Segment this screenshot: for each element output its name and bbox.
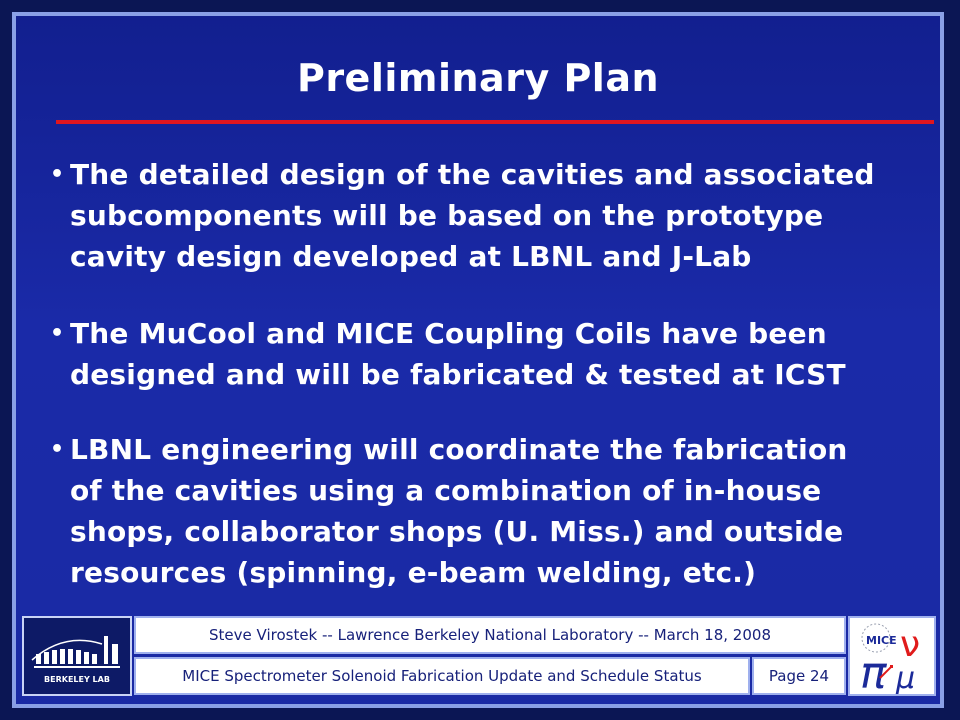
page-number: Page 24 <box>752 657 846 695</box>
bullet-item <box>48 313 948 395</box>
author-info: Steve Virostek -- Lawrence Berkeley National Laboratory -- March 18, 2008 <box>134 616 846 654</box>
svg-text:π: π <box>860 648 887 694</box>
svg-text:ν: ν <box>900 624 921 665</box>
bullet-marker: • <box>50 162 65 187</box>
bullet-marker: • <box>50 321 65 346</box>
title-divider <box>56 120 934 124</box>
berkeley-lab-logo <box>22 616 132 696</box>
bullet-item <box>48 429 948 593</box>
bullet-line: resources (spinning, e-beam welding, etc.) <box>70 556 757 589</box>
talk-title: MICE Spectrometer Solenoid Fabrication Update and Schedule Status <box>134 657 750 695</box>
bullet-line: subcomponents will be based on the prototype <box>70 199 824 232</box>
bullet-line: designed and will be fabricated & tested at ICST <box>70 358 846 391</box>
bullet-list <box>48 154 948 593</box>
bullet-line: cavity design developed at LBNL and J-Lab <box>70 240 752 273</box>
berkeley-lab-logo-icon <box>24 618 130 694</box>
bullet-line: The detailed design of the cavities and associated <box>70 158 875 191</box>
slide-title: Preliminary Plan <box>296 56 660 100</box>
slide-frame <box>12 12 944 708</box>
mice-logo <box>848 616 936 696</box>
bullet-item <box>48 154 948 277</box>
bullet-line: of the cavities using a combination of in-house <box>70 474 822 507</box>
bullet-marker: • <box>50 437 65 462</box>
berkeley-lab-logo-text: BERKELEY LAB <box>44 675 110 684</box>
bullet-line: shops, collaborator shops (U. Miss.) and outside <box>70 515 844 548</box>
bullet-line: LBNL engineering will coordinate the fabrication <box>70 433 848 466</box>
mice-logo-icon <box>850 618 934 694</box>
svg-text:μ: μ <box>896 661 916 694</box>
mice-logo-text: MICE <box>866 634 897 647</box>
bullet-line: The MuCool and MICE Coupling Coils have been <box>70 317 827 350</box>
